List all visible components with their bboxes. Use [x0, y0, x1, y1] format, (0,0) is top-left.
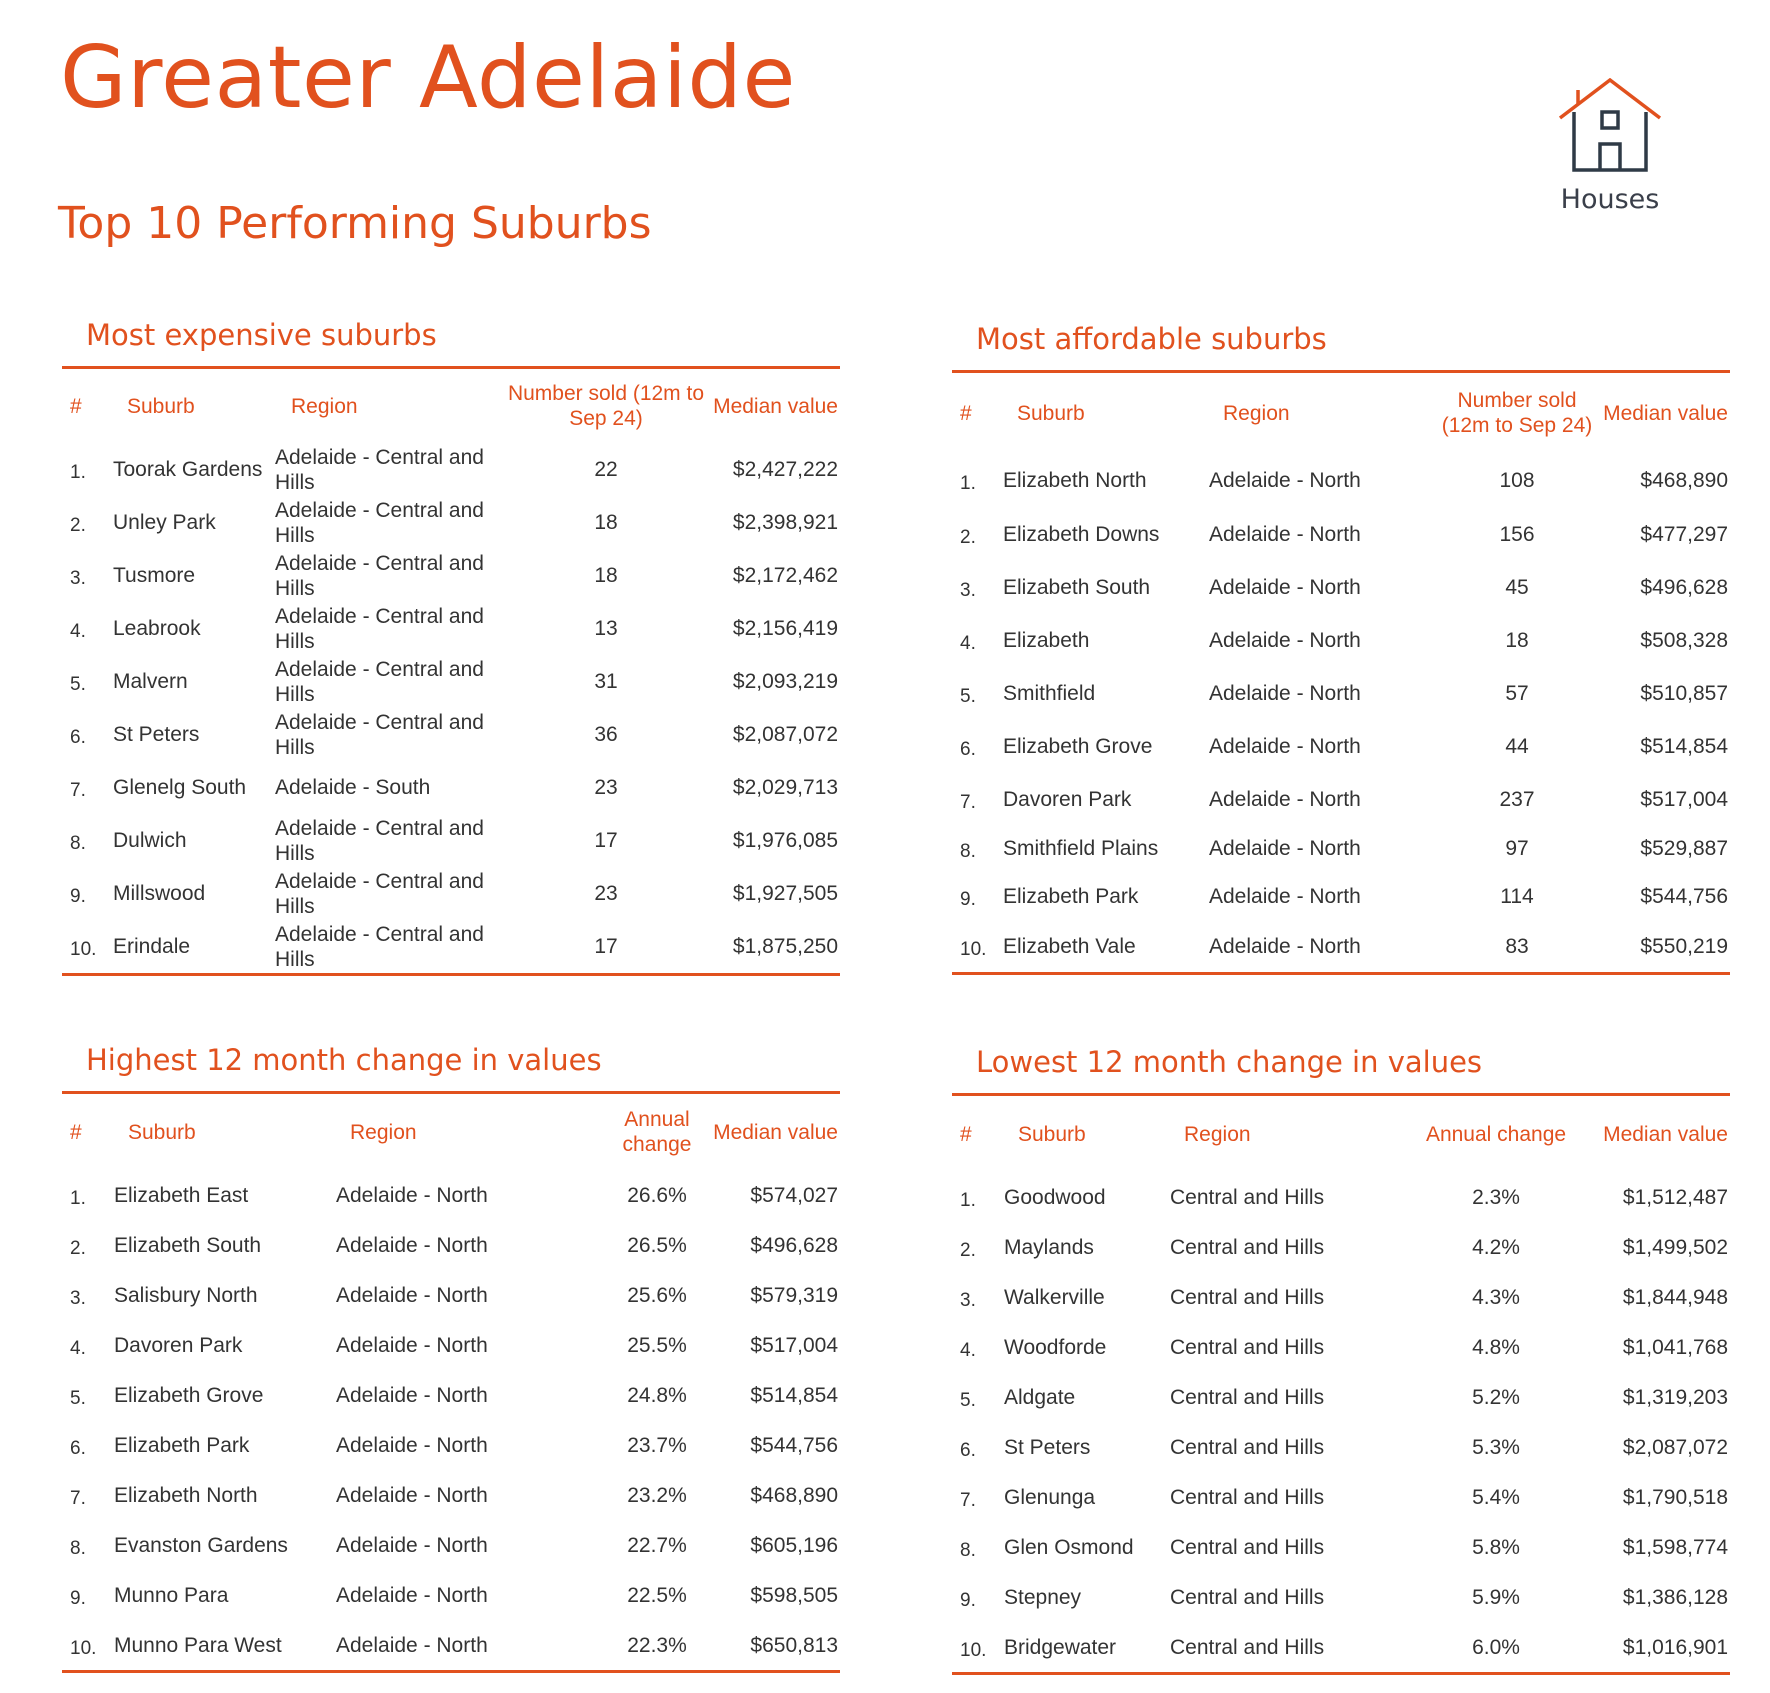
col-header-median: Median value: [713, 1120, 838, 1144]
row-median: $514,854: [1640, 735, 1728, 758]
col-header-number-sold: Number sold (12m to Sep 24): [1441, 389, 1593, 437]
table-row: [952, 720, 1730, 773]
row-median: $550,219: [1640, 934, 1728, 958]
row-suburb: Elizabeth South: [114, 1233, 262, 1257]
table-row: [62, 708, 840, 761]
row-region: Central and Hills: [1170, 1635, 1325, 1659]
page-title: Greater Adelaide: [60, 28, 796, 128]
row-median: $1,875,250: [732, 935, 838, 958]
row-median: $2,427,222: [732, 458, 838, 481]
section-title: Most affordable suburbs: [976, 322, 1327, 356]
row-median: $2,087,072: [1622, 1435, 1728, 1459]
row-region: Central and Hills: [1170, 1285, 1325, 1309]
row-number: 4.: [70, 621, 86, 642]
row-number: 6.: [960, 739, 976, 760]
row-annual-change: 26.5%: [627, 1233, 687, 1257]
row-median: $544,756: [1640, 884, 1728, 908]
row-suburb: Elizabeth: [1003, 629, 1090, 652]
table-row: [62, 1520, 840, 1570]
row-median: $2,029,713: [732, 776, 838, 799]
row-region: Adelaide - North: [336, 1583, 488, 1607]
row-number: 1.: [960, 472, 976, 494]
row-median: $2,156,419: [732, 617, 838, 640]
row-annual-change: 22.3%: [627, 1633, 687, 1657]
row-number: 5.: [70, 1387, 86, 1409]
row-annual-change: 5.3%: [1472, 1435, 1520, 1459]
row-suburb: Elizabeth Downs: [1003, 522, 1160, 546]
row-suburb: Dulwich: [113, 829, 187, 852]
row-median: $2,087,072: [732, 723, 838, 746]
row-median: $2,093,219: [732, 670, 838, 693]
col-header-annual-change: Annual change: [622, 1108, 692, 1156]
row-suburb: Glenunga: [1004, 1485, 1096, 1509]
table-row: [62, 814, 840, 867]
row-region: Central and Hills: [1170, 1335, 1325, 1359]
row-annual-change: 4.2%: [1472, 1235, 1520, 1259]
row-annual-change: 5.9%: [1472, 1585, 1520, 1609]
row-suburb: Salisbury North: [114, 1283, 258, 1307]
row-annual-change: 25.6%: [627, 1283, 687, 1307]
row-number: 5.: [70, 674, 86, 695]
row-annual-change: 5.8%: [1472, 1535, 1520, 1559]
row-region: Adelaide - North: [336, 1483, 488, 1507]
table-row: [62, 1170, 840, 1220]
lowest-change-section: [952, 1045, 1730, 1675]
table-row: [62, 1420, 840, 1470]
row-number-sold: 23: [594, 776, 618, 799]
row-number-sold: 114: [1500, 884, 1534, 908]
row-region: Adelaide - Central and Hills: [275, 710, 484, 759]
row-number: 2.: [70, 515, 86, 536]
col-header-region: Region: [1223, 401, 1290, 425]
table-row: [62, 1570, 840, 1620]
col-header-region: Region: [1184, 1122, 1251, 1146]
table-row: [62, 867, 840, 920]
table-row: [952, 1472, 1730, 1522]
row-median: $2,398,921: [732, 511, 838, 534]
data-table: [952, 1096, 1730, 1672]
row-region: Adelaide - North: [336, 1333, 488, 1357]
row-number-sold: 13: [594, 617, 618, 640]
data-table: [952, 373, 1730, 972]
row-median: $496,628: [1640, 576, 1728, 599]
row-region: Central and Hills: [1170, 1235, 1325, 1259]
row-median: $1,041,768: [1622, 1335, 1728, 1359]
property-type-badge: [1545, 78, 1675, 215]
row-suburb: Elizabeth South: [1003, 576, 1151, 599]
row-number: 8.: [960, 841, 976, 862]
row-region: Adelaide - North: [336, 1633, 488, 1657]
col-header-num: #: [960, 401, 972, 425]
row-number: 6.: [70, 1437, 86, 1459]
row-number-sold: 83: [1505, 934, 1529, 958]
row-region: Adelaide - Central and Hills: [275, 604, 484, 653]
row-suburb: Smithfield: [1003, 682, 1096, 705]
row-suburb: St Peters: [1004, 1435, 1091, 1459]
data-table: [62, 1094, 840, 1670]
row-median: $1,598,774: [1622, 1535, 1728, 1559]
row-suburb: Elizabeth North: [1003, 468, 1147, 492]
row-number: 1.: [70, 1187, 86, 1209]
row-number: 1.: [70, 462, 86, 483]
table-row: [62, 1370, 840, 1420]
table-row: [62, 1620, 840, 1670]
row-median: $1,790,518: [1622, 1485, 1728, 1509]
row-median: $1,927,505: [732, 882, 838, 905]
table-row: [952, 1622, 1730, 1672]
row-suburb: Davoren Park: [114, 1333, 243, 1357]
row-region: Adelaide - North: [336, 1283, 488, 1307]
col-header-region: Region: [291, 394, 358, 418]
col-header-suburb: Suburb: [1017, 401, 1085, 425]
col-header-median: Median value: [713, 394, 838, 418]
row-annual-change: 22.7%: [627, 1533, 687, 1557]
table-row: [62, 655, 840, 708]
row-number-sold: 156: [1499, 522, 1535, 546]
row-number: 10.: [70, 1637, 97, 1659]
most-affordable-section: [952, 322, 1730, 975]
table-row: [952, 667, 1730, 720]
row-number: 9.: [70, 1587, 86, 1609]
section-title: Highest 12 month change in values: [86, 1043, 602, 1077]
col-header-number-sold: Number sold (12m to Sep 24): [507, 382, 705, 430]
row-region: Adelaide - Central and Hills: [275, 498, 484, 547]
row-number: 4.: [960, 1339, 976, 1361]
row-number-sold: 45: [1505, 576, 1529, 599]
row-number: 5.: [960, 1389, 976, 1411]
row-annual-change: 5.4%: [1472, 1485, 1520, 1509]
row-median: $496,628: [750, 1233, 838, 1257]
row-number: 8.: [70, 833, 86, 854]
row-region: Adelaide - North: [1209, 682, 1361, 705]
row-annual-change: 2.3%: [1472, 1185, 1520, 1209]
row-suburb: Elizabeth Park: [114, 1433, 250, 1457]
table-row: [62, 1220, 840, 1270]
row-number: 10.: [960, 1639, 987, 1661]
section-title: Lowest 12 month change in values: [976, 1045, 1483, 1079]
row-median: $529,887: [1640, 837, 1728, 860]
row-region: Adelaide - North: [1209, 576, 1361, 599]
divider: [952, 1672, 1730, 1675]
row-number-sold: 18: [594, 564, 618, 587]
row-suburb: Elizabeth East: [114, 1183, 249, 1207]
row-region: Adelaide - North: [1209, 735, 1361, 758]
col-header-num: #: [70, 1120, 82, 1144]
row-number-sold: 108: [1499, 468, 1535, 492]
table-row: [62, 1470, 840, 1520]
table-row: [62, 602, 840, 655]
divider: [62, 1670, 840, 1673]
row-number: 3.: [960, 580, 976, 601]
row-region: Adelaide - South: [275, 776, 431, 799]
row-suburb: St Peters: [113, 723, 200, 746]
row-number: 3.: [70, 568, 86, 589]
row-suburb: Glenelg South: [113, 776, 247, 799]
row-annual-change: 6.0%: [1472, 1635, 1520, 1659]
row-number-sold: 17: [594, 829, 618, 852]
row-annual-change: 4.3%: [1472, 1285, 1520, 1309]
table-row: [952, 1372, 1730, 1422]
row-suburb: Elizabeth Park: [1003, 884, 1139, 908]
divider: [952, 972, 1730, 975]
row-number-sold: 17: [594, 935, 618, 958]
row-number-sold: 22: [594, 458, 618, 481]
row-median: $598,505: [750, 1583, 838, 1607]
table-header-row: [62, 369, 840, 443]
table-row: [952, 507, 1730, 561]
table-row: [62, 1270, 840, 1320]
row-suburb: Goodwood: [1004, 1185, 1106, 1209]
row-region: Adelaide - North: [1209, 837, 1361, 860]
col-header-suburb: Suburb: [1018, 1122, 1086, 1146]
col-header-annual-change: Annual change: [1425, 1122, 1567, 1146]
row-number-sold: 31: [594, 670, 618, 693]
table-row: [952, 920, 1730, 972]
row-region: Adelaide - North: [336, 1183, 488, 1207]
row-region: Central and Hills: [1170, 1385, 1325, 1409]
table-row: [952, 872, 1730, 920]
row-number-sold: 57: [1505, 682, 1529, 705]
highest-change-section: [62, 1043, 840, 1673]
row-suburb: Millswood: [113, 882, 206, 905]
row-region: Central and Hills: [1170, 1535, 1325, 1559]
row-number: 7.: [70, 780, 86, 801]
row-region: Adelaide - North: [336, 1383, 488, 1407]
row-median: $517,004: [1640, 787, 1728, 811]
col-header-median: Median value: [1603, 1122, 1728, 1146]
row-annual-change: 24.8%: [627, 1383, 687, 1407]
row-median: $477,297: [1640, 522, 1728, 546]
row-region: Adelaide - North: [1209, 629, 1361, 652]
row-median: $510,857: [1640, 682, 1728, 705]
row-suburb: Tusmore: [113, 564, 196, 587]
page-subtitle: Top 10 Performing Suburbs: [58, 198, 652, 249]
table-row: [952, 1522, 1730, 1572]
house-icon: [1558, 78, 1662, 172]
table-row: [62, 549, 840, 602]
table-row: [952, 453, 1730, 507]
row-number: 8.: [960, 1539, 976, 1561]
row-number: 7.: [70, 1487, 86, 1509]
row-number: 3.: [70, 1287, 86, 1309]
row-annual-change: 5.2%: [1472, 1385, 1520, 1409]
row-median: $517,004: [750, 1333, 838, 1357]
row-region: Adelaide - Central and Hills: [275, 816, 484, 865]
row-number: 8.: [70, 1537, 86, 1559]
divider: [62, 973, 840, 976]
row-annual-change: 23.2%: [627, 1483, 687, 1507]
row-number-sold: 23: [594, 882, 618, 905]
row-median: $1,319,203: [1622, 1385, 1728, 1409]
row-number: 1.: [960, 1189, 976, 1211]
row-region: Central and Hills: [1170, 1435, 1325, 1459]
col-header-num: #: [960, 1122, 972, 1146]
row-median: $579,319: [750, 1283, 838, 1307]
row-median: $1,512,487: [1622, 1185, 1728, 1209]
row-annual-change: 25.5%: [627, 1333, 687, 1357]
table-header-row: [952, 373, 1730, 453]
row-annual-change: 22.5%: [627, 1583, 687, 1607]
row-number-sold: 36: [594, 723, 618, 746]
most-expensive-section: [62, 318, 840, 976]
row-suburb: Smithfield Plains: [1003, 837, 1159, 860]
row-number: 6.: [960, 1439, 976, 1461]
table-header-row: [62, 1094, 840, 1170]
table-row: [952, 1572, 1730, 1622]
row-suburb: Woodforde: [1004, 1335, 1107, 1359]
row-suburb: Munno Para: [114, 1583, 229, 1607]
row-number: 3.: [960, 1289, 976, 1311]
row-suburb: Stepney: [1004, 1585, 1082, 1609]
row-number: 5.: [960, 686, 976, 707]
row-suburb: Elizabeth North: [114, 1483, 258, 1507]
table-row: [62, 761, 840, 814]
row-annual-change: 23.7%: [627, 1433, 687, 1457]
row-suburb: Elizabeth Vale: [1003, 934, 1136, 958]
row-suburb: Unley Park: [113, 511, 216, 534]
row-number: 10.: [960, 938, 987, 960]
table-row: [952, 1422, 1730, 1472]
row-median: $650,813: [750, 1633, 838, 1657]
row-region: Central and Hills: [1170, 1185, 1325, 1209]
data-table: [62, 369, 840, 973]
row-region: Central and Hills: [1170, 1585, 1325, 1609]
row-median: $2,172,462: [732, 564, 838, 587]
row-median: $1,976,085: [732, 829, 838, 852]
row-region: Adelaide - North: [1209, 934, 1361, 958]
table-row: [952, 561, 1730, 614]
row-median: $468,890: [750, 1483, 838, 1507]
row-median: $1,016,901: [1622, 1635, 1728, 1659]
row-median: $514,854: [750, 1383, 838, 1407]
row-suburb: Aldgate: [1004, 1385, 1076, 1409]
row-number-sold: 18: [1505, 629, 1529, 652]
row-suburb: Munno Para West: [114, 1633, 282, 1657]
row-median: $574,027: [750, 1183, 838, 1207]
table-row: [952, 1322, 1730, 1372]
row-median: $508,328: [1640, 629, 1728, 652]
row-suburb: Glen Osmond: [1004, 1535, 1134, 1559]
row-region: Adelaide - North: [336, 1433, 488, 1457]
row-number-sold: 44: [1505, 735, 1529, 758]
table-row: [952, 1272, 1730, 1322]
section-title: Most expensive suburbs: [86, 318, 437, 352]
row-region: Adelaide - Central and Hills: [275, 657, 484, 706]
table-row: [952, 614, 1730, 667]
col-header-region: Region: [350, 1120, 417, 1144]
row-median: $468,890: [1640, 468, 1728, 492]
row-number: 9.: [70, 886, 86, 907]
row-suburb: Evanston Gardens: [114, 1533, 288, 1557]
table-row: [62, 1320, 840, 1370]
row-median: $1,844,948: [1622, 1285, 1728, 1309]
col-header-suburb: Suburb: [127, 394, 195, 418]
row-number: 2.: [70, 1237, 86, 1259]
row-suburb: Bridgewater: [1004, 1635, 1117, 1659]
col-header-suburb: Suburb: [128, 1120, 196, 1144]
row-region: Adelaide - North: [1209, 787, 1361, 811]
row-suburb: Walkerville: [1004, 1285, 1105, 1309]
row-number: 7.: [960, 1489, 976, 1511]
table-row: [952, 1172, 1730, 1222]
row-annual-change: 26.6%: [627, 1183, 687, 1207]
row-median: $605,196: [750, 1533, 838, 1557]
row-region: Adelaide - Central and Hills: [275, 869, 484, 918]
row-region: Adelaide - North: [1209, 884, 1361, 908]
row-suburb: Maylands: [1004, 1235, 1094, 1259]
row-number: 2.: [960, 1239, 976, 1261]
row-median: $544,756: [750, 1433, 838, 1457]
row-region: Central and Hills: [1170, 1485, 1325, 1509]
table-row: [62, 443, 840, 496]
row-region: Adelaide - Central and Hills: [275, 922, 484, 971]
row-region: Adelaide - Central and Hills: [275, 551, 484, 600]
table-row: [952, 1222, 1730, 1272]
row-number: 9.: [960, 1589, 976, 1611]
row-suburb: Erindale: [113, 935, 191, 958]
row-region: Adelaide - North: [1209, 468, 1361, 492]
table-header-row: [952, 1096, 1730, 1172]
row-number-sold: 18: [594, 511, 618, 534]
row-number-sold: 97: [1505, 837, 1529, 860]
col-header-num: #: [70, 394, 82, 418]
row-suburb: Davoren Park: [1003, 787, 1132, 811]
row-suburb: Elizabeth Grove: [114, 1383, 264, 1407]
table-row: [62, 496, 840, 549]
table-row: [952, 773, 1730, 825]
row-suburb: Leabrook: [113, 617, 201, 640]
row-region: Adelaide - North: [336, 1533, 488, 1557]
row-number: 4.: [960, 633, 976, 654]
table-row: [62, 920, 840, 973]
row-annual-change: 4.8%: [1472, 1335, 1520, 1359]
row-suburb: Malvern: [113, 670, 188, 693]
row-median: $1,499,502: [1622, 1235, 1728, 1259]
row-median: $1,386,128: [1622, 1585, 1728, 1609]
row-number: 6.: [70, 727, 86, 748]
row-number: 10.: [70, 939, 97, 960]
row-number: 9.: [960, 888, 976, 910]
row-number: 2.: [960, 526, 976, 548]
row-region: Adelaide - North: [1209, 522, 1361, 546]
row-number: 4.: [70, 1337, 86, 1359]
row-region: Adelaide - North: [336, 1233, 488, 1257]
row-region: Adelaide - Central and Hills: [275, 445, 484, 494]
table-row: [952, 825, 1730, 872]
property-type-label: Houses: [1560, 184, 1660, 215]
row-number: 7.: [960, 791, 976, 813]
col-header-median: Median value: [1603, 401, 1728, 425]
row-number-sold: 237: [1499, 787, 1535, 811]
row-suburb: Elizabeth Grove: [1003, 735, 1153, 758]
row-suburb: Toorak Gardens: [113, 458, 263, 481]
